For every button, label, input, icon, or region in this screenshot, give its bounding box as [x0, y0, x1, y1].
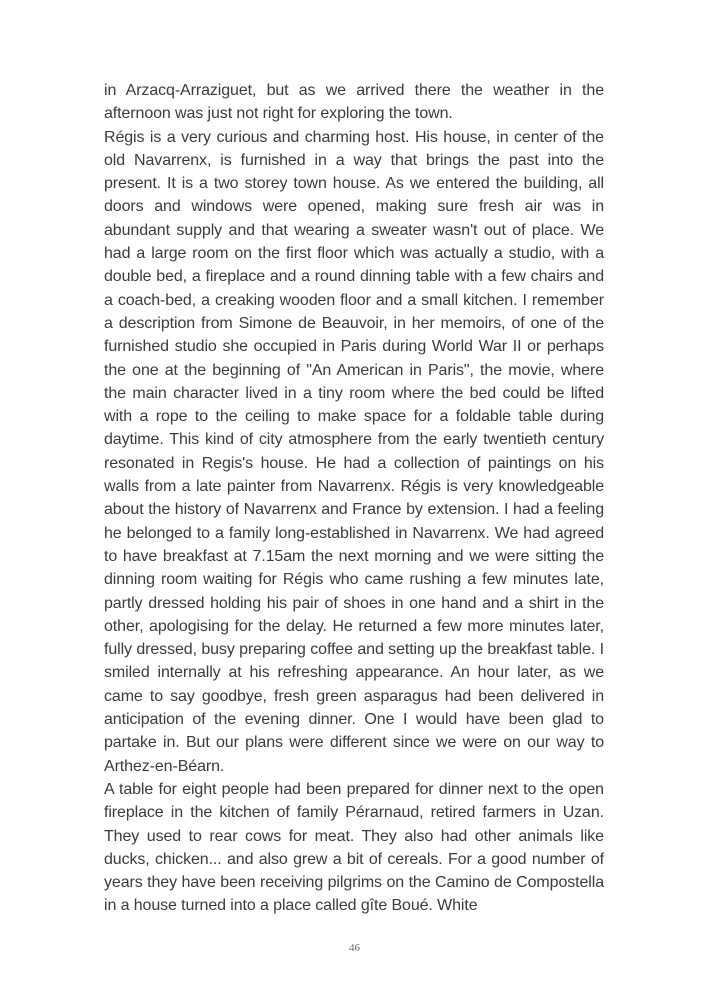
body-text	[104, 79, 604, 918]
page-number: 46	[349, 942, 360, 954]
paragraph-1: in Arzacq-Arraziguet, but as we arrived there the weather in the afternoon was just not right for exploring the town.	[104, 82, 604, 123]
paragraph-3: A table for eight people had been prepared for dinner next to the open fireplace in the kitchen of family Pérarnaud, retired farmers in Uzan. They used to rear cows for meat. They also had other animals like ducks, chicken... and also grew a bit of cereals. For a good number of years they have been receiving pilgrims on the Camino de Compostella in a house turned into a place called gîte Boué. White	[104, 780, 604, 915]
paragraph-2: Régis is a very curious and charming host. His house, in center of the old Navarrenx, is furnished in a way that brings the past into the present. It is a two storey town house. As we entered the building, all doors and windows were opened, making sure fresh air was in abundant supply and that wearing a sweater wasn't out of place. We had a large room on the first floor which was actually a studio, with a double bed, a fireplace and a round dinning table with a few chairs and a coach-bed, a creaking wooden floor and a small kitchen. I remember a description from Simone de Beauvoir, in her memoirs, of one of the furnished studio she occupied in Paris during World War II or perhaps the one at the beginning of "An American in Paris", the movie, where the main character lived in a tiny room where the bed could be lifted with a rope to the ceiling to make space for a foldable table during daytime. This kind of city atmosphere from the early twentieth century resonated in Regis's house. He had a collection of paintings on his walls from a late painter from Navarrenx. Régis is very knowledgeable about the history of Navarrenx and France by extension. I had a feeling he belonged to a family long-established in Navarrenx. We had agreed to have breakfast at 7.15am the next morning and we were sitting the dinning room waiting for Régis who came rushing a few minutes late, partly dressed holding his pair of shoes in one hand and a shirt in the other, apologising for the delay. He returned a few more minutes later, fully dressed, busy preparing coffee and setting up the breakfast table. I smiled internally at his refreshing appearance. An hour later, as we came to say goodbye, fresh green asparagus had been delivered in anticipation of the evening dinner. One I would have been glad to partake in. But our plans were different since we were on our way to Arthez-en-Béarn.	[104, 128, 604, 775]
